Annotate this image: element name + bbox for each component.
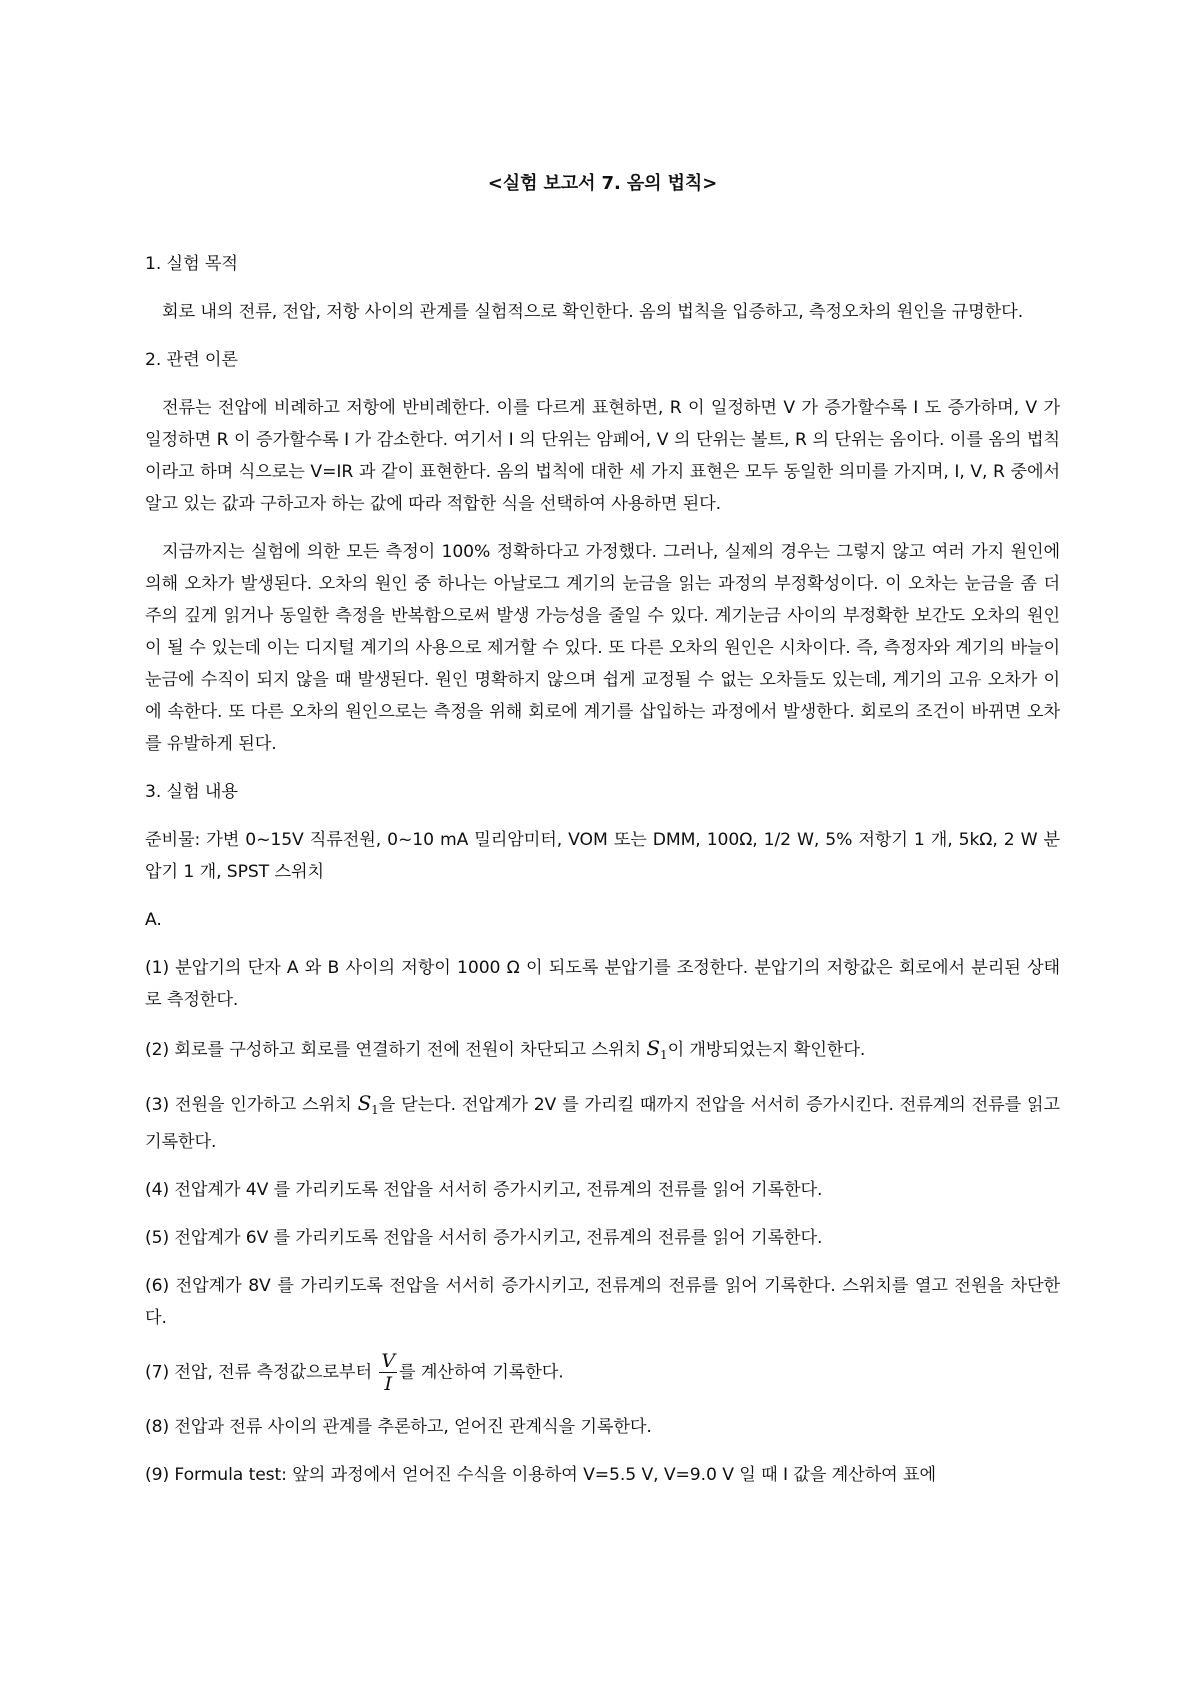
materials-paragraph: 준비물: 가변 0~15V 직류전원, 0~10 mA 밀리암미터, VOM 또는 DMM, 100Ω, 1/2 W, 5% 저항기 1 개, 5kΩ, 2 W 분압기 1 개, SPST 스위치 <box>145 830 1060 882</box>
step-7-text-start: (7) 전압, 전류 측정값으로부터 <box>145 1362 378 1383</box>
purpose-paragraph: 회로 내의 전류, 전압, 저항 사이의 관계를 실험적으로 확인한다. 옴의 법칙을 입증하고, 측정오차의 원인을 규명한다. <box>162 302 1024 322</box>
step-3-text-end: 을 닫는다. 전압계가 2V 를 가리킬 때까지 전압을 서서히 증가시킨다. 전류계의 전류를 읽고 기록한다. <box>145 1095 1060 1152</box>
fraction-numerator: V <box>381 1350 396 1372</box>
procedure-step-8: (8) 전압과 전류 사이의 관계를 추론하고, 얻어진 관계식을 기록한다. <box>145 1417 652 1437</box>
section-heading-purpose: 1. 실험 목적 <box>145 254 238 274</box>
v-over-i-fraction <box>379 1350 397 1395</box>
section-heading-procedure: 3. 실험 내용 <box>145 782 238 802</box>
fraction-denominator: I <box>384 1373 392 1395</box>
procedure-step-2 <box>145 1032 1060 1071</box>
step-2-text-end: 이 개방되었는지 확인한다. <box>667 1040 866 1060</box>
procedure-step-9: (9) Formula test: 앞의 과정에서 얻어진 수식을 이용하여 V=5.5 V, V=9.0 V 일 때 I 값을 계산하여 표에 <box>145 1465 937 1485</box>
switch-symbol: S <box>646 1036 661 1060</box>
switch-subscript: 1 <box>660 1048 668 1062</box>
procedure-step-5: (5) 전압계가 6V 를 가리키도록 전압을 서서히 증가시키고, 전류계의 전류를 읽어 기록한다. <box>145 1228 823 1248</box>
theory-paragraph-1: 전류는 전압에 비례하고 저항에 반비례한다. 이를 다르게 표현하면, R 이 일정하면 V 가 증가할수록 I 도 증가하며, V 가 일정하면 R 이 증가할수록 I 가 감소한다. 여기서 I 의 단위는 암페어, V 의 단위는 볼트, R 의 단위는 옴이다. 이를 옴의 법칙이라고 하며 식으로는 V=IR 과 같이 표현한다. 옴의 법칙에 대한 세 가지 표현은 모두 동일한 의미를 가지며, I, V, R 중에서 알고 있는 값과 구하고자 하는 값에 따라 적합한 식을 선택하여 사용하면 된다. <box>145 398 1060 514</box>
step-2-text-start: (2) 회로를 구성하고 회로를 연결하기 전에 전원이 차단되고 스위치 <box>145 1040 647 1060</box>
procedure-step-6: (6) 전압계가 8V 를 가리키도록 전압을 서서히 증가시키고, 전류계의 전류를 읽어 기록한다. 스위치를 열고 전원을 차단한다. <box>145 1276 1060 1328</box>
procedure-step-7 <box>145 1350 1060 1395</box>
document-body <box>145 168 1060 1507</box>
switch-symbol: S <box>357 1091 372 1115</box>
page-title: <실험 보고서 7. 옴의 법칙> <box>487 173 718 194</box>
part-a-label: A. <box>145 910 162 930</box>
theory-paragraph-2: 지금까지는 실험에 의한 모든 측정이 100% 정확하다고 가정했다. 그러나, 실제의 경우는 그렇지 않고 여러 가지 원인에 의해 오차가 발생된다. 오차의 원인 중 하나는 아날로그 계기의 눈금을 읽는 과정의 부정확성이다. 이 오차는 눈금을 좀 더 주의 깊게 읽거나 동일한 측정을 반복함으로써 발생 가능성을 줄일 수 있다. 계기눈금 사이의 부정확한 보간도 오차의 원인이 될 수 있는데 이는 디지털 계기의 사용으로 제거할 수 있다. 또 다른 오차의 원인은 시차이다. 즉, 측정자와 계기의 바늘이 눈금에 수직이 되지 않을 때 발생된다. 원인 명확하지 않으며 쉽게 교정될 수 없는 오차들도 있는데, 계기의 고유 오차가 이에 속한다. 또 다른 오차의 원인으로는 측정을 위해 회로에 계기를 삽입하는 과정에서 발생한다. 회로의 조건이 바뀌면 오차를 유발하게 된다. <box>145 542 1060 754</box>
switch-subscript: 1 <box>371 1103 379 1117</box>
section-heading-theory: 2. 관련 이론 <box>145 350 238 370</box>
step-7-text-end: 를 계산하여 기록한다. <box>399 1362 564 1383</box>
step-3-text-start: (3) 전원을 인가하고 스위치 <box>145 1095 358 1115</box>
procedure-step-3 <box>145 1087 1060 1158</box>
procedure-step-1: (1) 분압기의 단자 A 와 B 사이의 저항이 1000 Ω 이 되도록 분압기를 조정한다. 분압기의 저항값은 회로에서 분리된 상태로 측정한다. <box>145 958 1060 1010</box>
procedure-step-4: (4) 전압계가 4V 를 가리키도록 전압을 서서히 증가시키고, 전류계의 전류를 읽어 기록한다. <box>145 1180 823 1200</box>
